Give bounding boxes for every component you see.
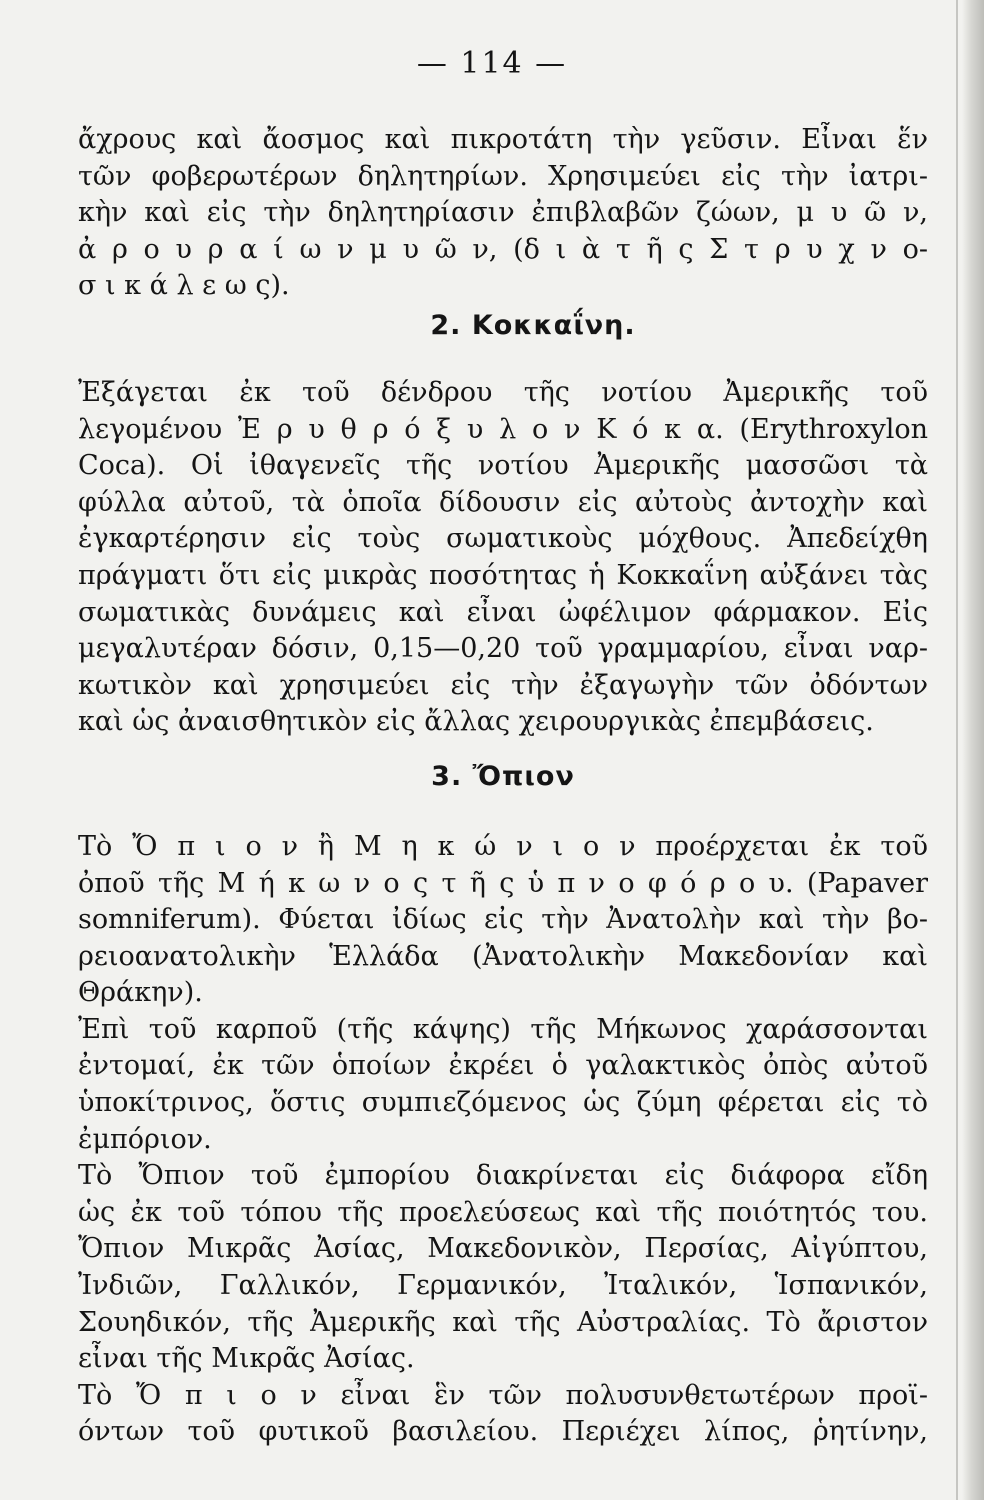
text-line: φύλλα αὐτοῦ, τὰ ὁποῖα δίδουσιν εἰς αὐτοὺς ἀντοχὴν καὶ [78, 486, 928, 518]
text-line: Ἰνδιῶν, Γαλλικόν, Γερμανικόν, Ἰταλικόν, Ἱσπανικόν, [78, 1270, 928, 1302]
text-line: Σουηδικόν, τῆς Ἀμερικῆς καὶ τῆς Αὐστραλίας. Τὸ ἄριστον [78, 1306, 928, 1338]
opium-paragraphs [78, 829, 928, 1451]
text-line: λεγομένου Ἐ ρ υ θ ρ ό ξ υ λ ο ν Κ ό κ α. (Erythroxylon [78, 413, 928, 445]
text-line: καὶ ὡς ἀναισθητικὸν εἰς ἄλλας χειρουργικὰς ἐπεμβάσεις. [78, 706, 874, 738]
cocaine-paragraph [78, 375, 928, 741]
page-edge [962, 0, 984, 1500]
text-line: ὡς ἐκ τοῦ τόπου τῆς προελεύσεως καὶ τῆς ποιότητός του. [78, 1196, 928, 1228]
continued-paragraph [78, 122, 928, 305]
text-line: ἐμπόριον. [78, 1123, 212, 1155]
text-line: εἶναι τῆς Μικρᾶς Ἀσίας. [78, 1343, 415, 1375]
text-line: κὴν καὶ εἰς τὴν δηλητηρίασιν ἐπιβλαβῶν ζώων, μ υ ῶ ν, [78, 197, 928, 229]
text-line: Τὸ Ὄ π ι ο ν ἢ Μ η κ ώ ν ι ο ν προέρχεται ἐκ τοῦ [78, 830, 928, 862]
text-line: Ἐπὶ τοῦ καρποῦ (τῆς κάψης) τῆς Μήκωνος χαράσσονται [78, 1013, 928, 1045]
text-line: πράγματι ὅτι εἰς μικρὰς ποσότητας ἡ Κοκκαΐνη αὐξάνει τὰς [78, 559, 928, 591]
section-heading-opium: 3. Ὄπιον [431, 760, 575, 792]
text-line: σ ι κ ά λ ε ω ς). [78, 270, 290, 302]
text-line: Ἐξάγεται ἐκ τοῦ δένδρου τῆς νοτίου Ἀμερικῆς τοῦ [78, 376, 928, 408]
text-line: σωματικὰς δυνάμεις καὶ εἶναι ὠφέλιμον φάρμακον. Εἰς [78, 596, 928, 628]
page-number: — 114 — [416, 46, 568, 81]
page-body [78, 122, 928, 1451]
text-line: Ὄπιον Μικρᾶς Ἀσίας, Μακεδονικὸν, Περσίας, Αἰγύπτου, [78, 1233, 928, 1265]
text-line: Τὸ Ὄπιον τοῦ ἐμπορίου διακρίνεται εἰς διάφορα εἴδη [78, 1160, 928, 1192]
text-line: κωτικὸν καὶ χρησιμεύει εἰς τὴν ἐξαγωγὴν τῶν ὀδόντων [78, 669, 928, 701]
text-line: Θράκην). [78, 977, 203, 1009]
text-line: ὑποκίτρινος, ὅστις συμπιεζόμενος ὡς ζύμη φέρεται εἰς τὸ [78, 1087, 928, 1119]
page-fold [956, 0, 958, 1500]
text-line: ἐντομαί, ἐκ τῶν ὁποίων ἐκρέει ὁ γαλακτικὸς ὀπὸς αὐτοῦ [78, 1050, 928, 1082]
text-line: ρειοανατολικὴν Ἑλλάδα (Ἀνατολικὴν Μακεδονίαν καὶ [78, 940, 928, 972]
text-line: Τὸ Ὄ π ι ο ν εἶναι ἓν τῶν πολυσυνθετωτέρων προϊ- [78, 1379, 928, 1411]
text-line: somniferum). Φύεται ἰδίως εἰς τὴν Ἀνατολὴν καὶ τὴν βο- [78, 904, 928, 936]
text-line: όντων τοῦ φυτικοῦ βασιλείου. Περιέχει λίπος, ῥητίνην, [78, 1416, 928, 1448]
text-line: ὀποῦ τῆς Μ ή κ ω ν ο ς τ ῆ ς ὑ π ν ο φ ό ρ ο υ. (Papaver [78, 867, 928, 899]
text-line: μεγαλυτέραν δόσιν, 0,15—0,20 τοῦ γραμμαρίου, εἶναι ναρ- [78, 633, 928, 665]
text-line: ἐγκαρτέρησιν εἰς τοὺς σωματικοὺς μόχθους. Ἀπεδείχθη [78, 523, 928, 555]
text-line: ἄχρους καὶ ἄοσμος καὶ πικροτάτη τὴν γεῦσιν. Εἶναι ἕν [78, 124, 928, 155]
text-line: τῶν φοβερωτέρων δηλητηρίων. Χρησιμεύει εἰς τὴν ἰατρι- [78, 160, 928, 192]
text-line: ἀ ρ ο υ ρ α ί ω ν μ υ ῶ ν, (δ ι ὰ τ ῆ ς Σ τ ρ υ χ ν ο- [78, 233, 928, 265]
text-line: Coca). Οἱ ἰθαγενεῖς τῆς νοτίου Ἀμερικῆς μασσῶσι τὰ [78, 450, 928, 482]
section-heading-cocaine: 2. Κοκκαΐνη. [430, 309, 636, 341]
